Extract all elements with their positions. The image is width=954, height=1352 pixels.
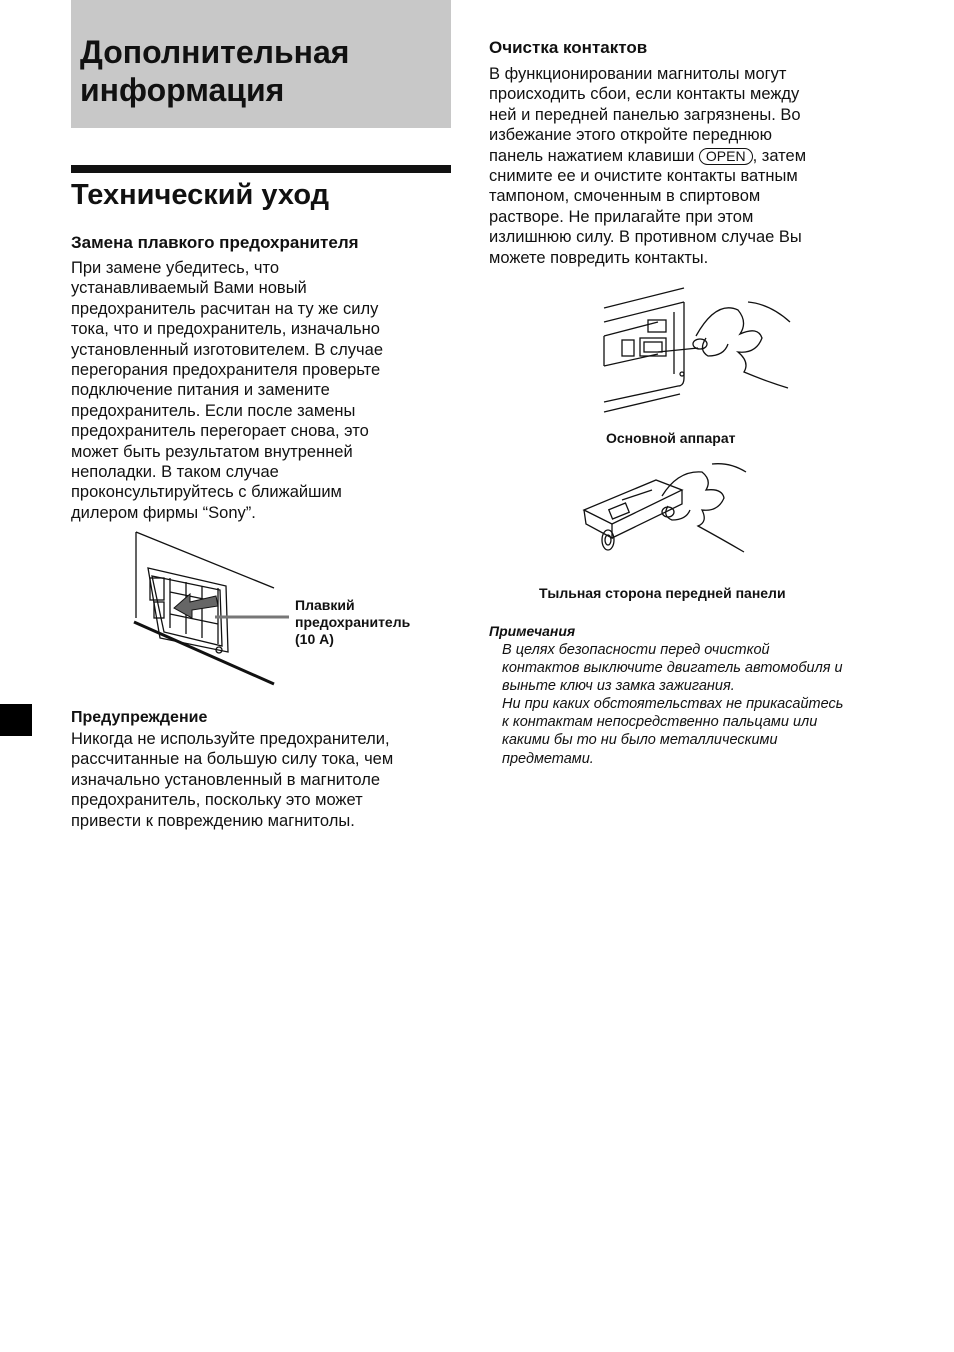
section-banner: [71, 0, 451, 128]
notes-title: Примечания: [489, 623, 576, 639]
fuse-heading: Замена плавкого предохранителя: [71, 233, 359, 252]
chapter-title: Технический уход: [71, 179, 330, 211]
fuse-pointer-line: [215, 614, 291, 620]
section-title: Дополнительная информация: [80, 34, 350, 108]
page-tab-marker: [0, 704, 32, 736]
open-key-label: OPEN: [699, 148, 753, 165]
cleaning-body: В функционировании магнитолы могут происходить сбои, если контакты между ней и передней панелью загрязнены. Во избежание этого откройте переднюю панель нажатием клавиши OPEN , затем снимите ее и очистите контакты ватным тампоном, смоченным в спиртовом растворе. Не прилагайте при этом излишнюю силу. В противном случае Вы можете повредить контакты.: [489, 65, 807, 267]
fuse-illustration: [130, 528, 280, 690]
main-unit-illustration: [598, 282, 794, 418]
note-item: Ни при каких обстоятельствах не прикасайтесь к контактам непосредственно пальцами или какими бы то ни было металлическими предметами.: [502, 696, 844, 767]
fuse-body: При замене убедитесь, что устанавливаемый Вами новый предохранитель расчитан на ту же силу тока, что и предохранитель, изначально установленный изготовителем. В случае перегорания предохранителя проверьте подключение питания и замените предохранитель. Если после замены предохранитель перегорает снова, это может быть результатом внутренней неполадки. В таком случае проконсультируйтесь с ближайшим дилером фирмы “Sony”.: [71, 259, 383, 522]
note-item: В целях безопасности перед очисткой контактов выключите двигатель автомобиля и выньте ключ из замка зажигания.: [502, 642, 843, 695]
main-unit-caption: Основной аппарат: [606, 430, 736, 446]
cleaning-heading: Очистка контактов: [489, 38, 648, 57]
warning-heading: Предупреждение: [71, 709, 208, 726]
front-panel-illustration: [582, 460, 748, 556]
fuse-figure-label: Плавкий предохранитель (10 A): [295, 597, 411, 647]
front-panel-caption: Тыльная сторона передней панели: [539, 585, 786, 601]
chapter-rule: [71, 165, 451, 173]
warning-body: Никогда не используйте предохранители, рассчитанные на большую силу тока, чем изначально установленный в магнитоле предохранитель, поскольку это может привести к повреждению магнитолы.: [71, 730, 394, 830]
